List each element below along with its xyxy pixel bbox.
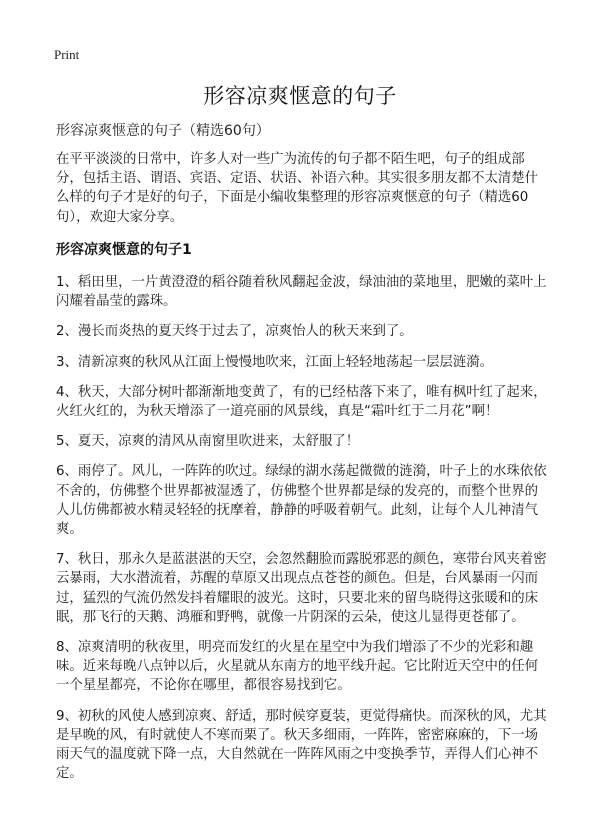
- list-item: 6、雨停了。风儿，一阵阵的吹过。绿绿的湖水荡起微微的涟漪，叶子上的水珠依依不舍的，仿佛整个世界都被湿透了，仿佛整个世界都是绿的发亮的，而整个世界的人儿仿佛都被水精灵轻轻的抚摩着，静静的呼吸着朝气。此刻，让每个人儿神清气爽。: [56, 464, 547, 538]
- document-body: [56, 150, 548, 794]
- list-item: 7、秋日，那永久是蓝湛湛的天空，会忽然翻脸而露脱邪恶的颜色，寒带台风夹着密云暴雨，大水潜流着，苏醒的草原又出现点点苍苍的颜色。但是，台风暴雨一闪而过，猛烈的气流仍然发抖着耀眼的波光。这时，只要北来的留鸟晓得这张暖和的床眠，那飞行的天鹅、鸿雁和野鸭，就像一片阴深的云朵，使这儿显得更苍郁了。: [56, 552, 547, 625]
- list-item: 3、清新凉爽的秋风从江面上慢慢地吹来，江面上轻轻地荡起一层层涟漪。: [56, 354, 494, 370]
- list-item: 4、秋天，大部分树叶都渐渐地变黄了，有的已经枯落下来了，唯有枫叶红了起来，火红火红的，为秋天增添了一道亮丽的风景线，真是“霜叶红于二月花”啊！: [56, 384, 547, 420]
- list-item: 9、初秋的风使人感到凉爽、舒适，那时候穿夏装，更觉得痛快。而深秋的风，尤其是早晚的风，有时就使人不寒而栗了。秋天多细雨，一阵阵，密密麻麻的，下一场雨天气的温度就下降一点，大自然就在一阵阵风雨之中变换季节，弄得人们心神不定。: [56, 708, 547, 782]
- document-subtitle: 形容凉爽惬意的句子（精选60句）: [56, 123, 270, 139]
- intro-paragraph: 在平平淡淡的日常中，许多人对一些广为流传的句子都不陌生吧，句子的组成部分，包括主语、谓语、宾语、定语、状语、补语六种。其实很多朋友都不太清楚什么样的句子才是好的句子，下面是小编收集整理的形容凉爽惬意的句子（精选60句），欢迎大家分享。: [56, 152, 539, 225]
- list-item: 1、稻田里，一片黄澄澄的稻谷随着秋风翻起金波，绿油油的菜地里，肥嫩的菜叶上闪耀着晶莹的露珠。: [56, 275, 547, 310]
- print-label: Print: [54, 47, 80, 62]
- list-item: 8、凉爽清明的秋夜里，明亮而发红的火星在星空中为我们增添了不少的光彩和趣味。近来每晚八点钟以后，火星就从东南方的地平线升起。它比附近天空中的任何一个星星都亮，不论你在哪里，都很容易找到它。: [56, 640, 539, 694]
- page-title: 形容凉爽惬意的句子: [203, 84, 397, 108]
- section-heading: 形容凉爽惬意的句子1: [56, 241, 192, 258]
- list-item: 2、漫长而炎热的夏天终于过去了，凉爽怡人的秋天来到了。: [56, 324, 413, 340]
- list-item: 5、夏天，凉爽的清风从南窗里吹进来，太舒服了！: [56, 434, 360, 450]
